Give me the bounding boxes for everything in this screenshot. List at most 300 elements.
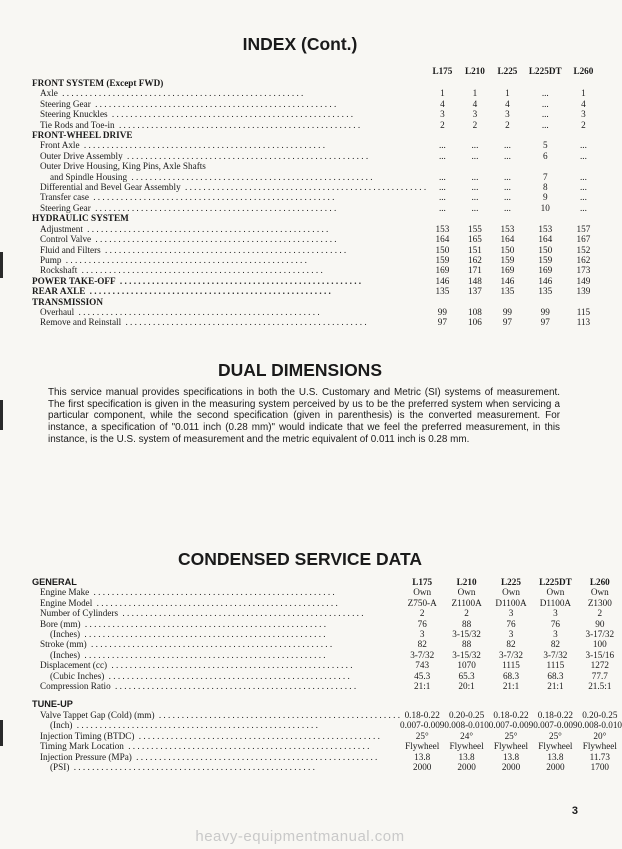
page-ref: ... xyxy=(579,171,587,182)
page-ref: 148 xyxy=(468,275,482,286)
index-row xyxy=(32,276,600,286)
row-label xyxy=(32,140,426,150)
empty-cell xyxy=(491,130,524,140)
index-row xyxy=(32,234,600,244)
page-ref: ... xyxy=(503,171,511,182)
spec-value: 0.008-0.010 xyxy=(577,720,622,731)
page-ref: 153 xyxy=(500,223,515,234)
empty-cell xyxy=(459,161,492,171)
page-ref: 4 xyxy=(472,98,478,109)
empty-cell xyxy=(491,78,524,88)
dot-leader: . . . . . . . . . . . . . . . . . . . . . . . . . . . . . . . . . . . . . . . . . . . . . . . . . . . . . xyxy=(81,140,326,151)
spec-value: 82 xyxy=(417,639,427,650)
dot-leader: . . . . . . . . . . . . . . . . . . . . . . . . . . . . . . . . . . . . . . . . . . . . . . . . . . . . . xyxy=(116,119,361,130)
spec-value: 76 xyxy=(506,618,516,629)
spec-value: 21:1 xyxy=(502,681,520,692)
page-ref: ... xyxy=(579,140,587,151)
page-ref: ... xyxy=(579,192,587,203)
service-data-row xyxy=(32,681,622,691)
empty-cell xyxy=(524,161,567,171)
page-ref: 159 xyxy=(500,254,515,265)
spec-value: Flywheel xyxy=(405,741,440,752)
spec-value: 68.3 xyxy=(502,670,520,681)
row-label-text: Compression Ratio xyxy=(40,681,111,692)
spec-value: 1070 xyxy=(457,660,476,671)
dot-leader: . . . . . . . . . . . . . . . . . . . . . . . . . . . . . . . . . . . . . . . . . . . . . . . . . . . . . xyxy=(156,709,400,720)
index-table xyxy=(32,64,600,328)
page-ref: ... xyxy=(541,119,549,130)
service-data-row xyxy=(32,741,622,751)
empty-cell xyxy=(459,130,492,140)
service-data-row xyxy=(32,650,622,660)
row-label xyxy=(32,741,400,751)
page-ref: 164 xyxy=(538,234,553,245)
service-data-row xyxy=(32,639,622,649)
spec-value: 0.18-0.22 xyxy=(493,709,529,720)
dot-leader: . . . . . . . . . . . . . . . . . . . . . . . . . . . . . . . . . . . . . . . . . . . . . . . . . . . . . xyxy=(82,618,327,629)
column-header: L260 xyxy=(573,65,594,76)
column-header: L175 xyxy=(412,577,433,587)
empty-cell xyxy=(459,297,492,307)
spec-value: 3 xyxy=(508,608,514,619)
spec-value: 24° xyxy=(460,730,474,741)
service-data-table xyxy=(32,577,622,772)
page-ref: ... xyxy=(503,150,511,161)
column-header: L225DT xyxy=(539,577,572,587)
page-ref: 162 xyxy=(576,254,591,265)
spec-value: 88 xyxy=(462,639,472,650)
page-ref: 146 xyxy=(435,275,450,286)
page-ref: ... xyxy=(471,202,479,213)
page-ref: ... xyxy=(541,88,549,99)
page-ref: 106 xyxy=(468,317,482,328)
dot-leader: . . . . . . . . . . . . . . . . . . . . . . . . . . . . . . . . . . . . . . . . . . . . . . . . . . . . . xyxy=(87,286,331,297)
index-row xyxy=(32,317,600,327)
row-label xyxy=(32,224,426,234)
index-row xyxy=(32,203,600,213)
spec-value: 0.007-0.009 xyxy=(488,720,534,731)
column-header: L210 xyxy=(456,577,477,587)
row-label xyxy=(32,203,426,213)
page-ref: 162 xyxy=(468,254,482,265)
column-header: L210 xyxy=(464,65,485,76)
spec-value: Flywheel xyxy=(538,741,573,752)
service-data-row xyxy=(32,587,622,597)
service-data-row xyxy=(32,710,622,720)
row-label-text: Adjustment xyxy=(40,223,83,234)
spec-value: Own xyxy=(546,587,565,598)
section-heading: FRONT-WHEEL DRIVE xyxy=(32,130,133,141)
spec-value: 2 xyxy=(464,608,469,619)
dot-leader: . . . . . . . . . . . . . . . . . . . . . . . . . . . . . . . . . . . . . . . . . . . . . . . . . . . . . xyxy=(90,192,335,203)
row-label-text: (PSI) xyxy=(50,761,70,772)
row-label-text: Outer Drive Assembly xyxy=(40,150,123,161)
row-label-text: Tie Rods and Toe-in xyxy=(40,119,115,130)
page-ref: 164 xyxy=(500,234,515,245)
page-ref: ... xyxy=(503,192,511,203)
page-ref: ... xyxy=(438,140,446,151)
page-ref: 99 xyxy=(437,306,447,317)
page-ref: 150 xyxy=(500,244,515,255)
column-header: L225 xyxy=(501,577,521,587)
page-ref: 99 xyxy=(540,306,550,317)
dual-dimensions-paragraph: This service manual provides specifications in both the U.S. Customary and Metric (SI) systems of measurement. The first specification is given in the measuring system perceived by us to be the preferred system when servicing a particular component, while the second specification (given in parenthesis) is the converted measurement. For instance, a specification of "0.011 inch (0.28 mm)" would indicate that we feel the preferred measurement, in this instance, is the U.S. system of measurement and the metric equivalent of 0.011 inch is 0.28 mm. xyxy=(48,387,560,445)
row-label xyxy=(32,762,400,772)
spec-value: 1700 xyxy=(590,761,609,772)
dot-leader: . . . . . . . . . . . . . . . . . . . . . . . . . . . . . . . . . . . . . . . . . . . . . . . . . . . . . xyxy=(91,587,335,598)
page-ref: 152 xyxy=(576,244,591,255)
binding-mark xyxy=(0,400,3,430)
page-ref: 153 xyxy=(538,223,553,234)
spec-value: 13.8 xyxy=(458,751,475,762)
row-label xyxy=(32,629,400,639)
service-data-row xyxy=(32,629,622,639)
page-ref: 10 xyxy=(540,202,550,213)
service-data-row xyxy=(32,619,622,629)
page-ref: ... xyxy=(579,150,587,161)
spec-value: 3-15/32 xyxy=(452,629,481,640)
row-label-text: Steering Gear xyxy=(40,98,91,109)
spec-value: 3-15/16 xyxy=(585,649,615,660)
index-title: INDEX (Cont.) xyxy=(242,34,358,54)
column-header: L175 xyxy=(432,65,453,76)
row-label xyxy=(32,671,400,681)
index-row xyxy=(32,140,600,150)
binding-mark xyxy=(0,252,3,278)
page-ref: 4 xyxy=(581,98,586,109)
column-header: L225DT xyxy=(528,65,562,76)
section-heading: HYDRAULIC SYSTEM xyxy=(32,213,129,224)
spec-value: 3-7/32 xyxy=(410,649,435,660)
empty-cell xyxy=(426,78,459,88)
spec-value: 0.007-0.009 xyxy=(399,720,445,731)
dot-leader: . . . . . . . . . . . . . . . . . . . . . . . . . . . . . . . . . . . . . . . . . . . . . . . . . . . . . xyxy=(182,182,427,193)
dot-leader: . . . . . . . . . . . . . . . . . . . . . . . . . . . . . . . . . . . . . . . . . . . . . . . . . . . . . xyxy=(63,254,307,265)
spec-value: 21:1 xyxy=(547,681,564,692)
index-row xyxy=(32,161,600,171)
page-ref: 135 xyxy=(538,286,553,297)
spec-value: 20° xyxy=(593,730,607,741)
row-label-text: (Inch) xyxy=(50,720,73,731)
page-ref: ... xyxy=(438,150,446,161)
row-label xyxy=(32,151,426,161)
spec-value: Flywheel xyxy=(493,741,529,752)
spec-value: 0.20-0.25 xyxy=(448,709,485,720)
empty-cell xyxy=(426,213,459,223)
row-label-text: Remove and Reinstall xyxy=(40,317,122,328)
row-label xyxy=(32,752,400,762)
dot-leader: . . . . . . . . . . . . . . . . . . . . . . . . . . . . . . . . . . . . . . . . . . . . . . . . . . . . . xyxy=(59,88,304,99)
spec-value: 0.18-0.22 xyxy=(404,709,440,720)
spec-value: 3-15/32 xyxy=(452,649,481,660)
dot-leader: . . . . . . . . . . . . . . . . . . . . . . . . . . . . . . . . . . . . . . . . . . . . . . . . . . . . . xyxy=(124,150,369,161)
dot-leader: . . . . . . . . . . . . . . . . . . . . . . . . . . . . . . . . . . . . . . . . . . . . . . . . . . . . . xyxy=(84,223,329,234)
row-label-text: Steering Knuckles xyxy=(40,109,108,120)
row-label xyxy=(32,172,426,182)
page-ref: ... xyxy=(541,98,549,109)
dot-leader: . . . . . . . . . . . . . . . . . . . . . . . . . . . . . . . . . . . . . . . . . . . . . . . . . . . . . xyxy=(94,597,338,608)
dot-leader: . . . . . . . . . . . . . . . . . . . . . . . . . . . . . . . . . . . . . . . . . . . . . . . . . . . . . xyxy=(133,751,378,762)
spec-value: Flywheel xyxy=(449,741,484,752)
spec-value: 2 xyxy=(419,608,425,619)
empty-cell xyxy=(567,213,600,223)
header-row xyxy=(32,577,622,587)
service-data-row xyxy=(32,731,622,741)
spec-value: Flywheel xyxy=(582,741,617,752)
spec-value: D1100A xyxy=(539,597,572,608)
index-row xyxy=(32,192,600,202)
page-ref: 2 xyxy=(440,119,445,130)
page-ref: 9 xyxy=(542,192,548,203)
spec-value: 77.7 xyxy=(591,670,608,681)
spec-value: 2000 xyxy=(457,761,476,772)
page-ref: 2 xyxy=(505,119,510,130)
row-label xyxy=(32,286,426,296)
row-label-text: Front Axle xyxy=(40,140,80,151)
dot-leader: . . . . . . . . . . . . . . . . . . . . . . . . . . . . . . . . . . . . . . . . . . . . . . . . . . . . . xyxy=(120,608,364,619)
page-ref: 97 xyxy=(437,317,447,328)
page-ref: 2 xyxy=(581,119,586,130)
spec-value: Own xyxy=(590,587,609,598)
empty-cell xyxy=(426,130,459,140)
spec-value: 3-17/32 xyxy=(585,629,615,640)
page-ref: 4 xyxy=(505,98,510,109)
spec-value: 45.3 xyxy=(414,670,431,681)
row-label-text: Valve Tappet Gap (Cold) (mm) xyxy=(40,709,155,720)
index-row xyxy=(32,182,600,192)
service-data-row xyxy=(32,762,622,772)
empty-cell xyxy=(567,297,600,307)
row-label xyxy=(32,587,400,597)
spec-value: 3 xyxy=(508,629,514,640)
empty-cell xyxy=(491,213,524,223)
row-label xyxy=(32,639,400,649)
section-heading-row xyxy=(32,213,600,223)
spec-value: 65.3 xyxy=(458,670,475,681)
spec-value: 82 xyxy=(550,639,560,650)
page-ref: 150 xyxy=(435,244,450,255)
dot-leader: . . . . . . . . . . . . . . . . . . . . . . . . . . . . . . . . . . . . . . . . . . . . . . . . . . . . . xyxy=(92,202,337,213)
page-ref: 146 xyxy=(538,275,553,286)
spec-value: 3 xyxy=(419,629,425,640)
page-ref: 5 xyxy=(542,140,548,151)
row-label-text: Axle xyxy=(40,88,58,99)
spec-value: Z1100A xyxy=(451,597,482,608)
page-ref: ... xyxy=(541,109,549,120)
watermark: heavy-equipmentmanual.com xyxy=(195,828,405,845)
spec-value: 743 xyxy=(415,660,430,671)
empty-cell xyxy=(426,297,459,307)
page-ref: 173 xyxy=(576,265,591,276)
row-label-text: (Inches) xyxy=(50,629,81,640)
spec-value: 0.18-0.22 xyxy=(537,709,574,720)
page-ref: ... xyxy=(579,182,587,193)
empty-cell xyxy=(567,130,600,140)
page-ref: 137 xyxy=(468,286,482,297)
dot-leader: . . . . . . . . . . . . . . . . . . . . . . . . . . . . . . . . . . . . . . . . . . . . . . . . . . . . . xyxy=(125,741,370,752)
page-ref: 169 xyxy=(435,265,450,276)
column-header: L260 xyxy=(589,577,610,587)
page-ref: 159 xyxy=(435,254,450,265)
service-data-row xyxy=(32,598,622,608)
page-ref: 3 xyxy=(581,109,586,120)
spec-value: Own xyxy=(502,587,520,598)
row-label xyxy=(32,660,400,670)
index-row xyxy=(32,151,600,161)
page-ref: 171 xyxy=(468,265,482,276)
row-label-text: POWER TAKE-OFF xyxy=(32,275,116,286)
page-ref: ... xyxy=(471,140,479,151)
page-ref: ... xyxy=(503,182,511,193)
page-ref: 159 xyxy=(538,254,553,265)
row-label-text: and Spindle Housing xyxy=(50,171,128,182)
page-ref: 150 xyxy=(538,244,553,255)
row-label-text: Differential and Bevel Gear Assembly xyxy=(40,182,181,193)
spec-value: 25° xyxy=(415,730,429,741)
row-label-text: Rockshaft xyxy=(40,265,78,276)
row-label xyxy=(32,109,426,119)
row-label xyxy=(32,234,426,244)
row-label-text: Overhaul xyxy=(40,306,75,317)
page-ref: 165 xyxy=(468,234,482,245)
page-number: 3 xyxy=(571,805,578,817)
empty-cell xyxy=(491,297,524,307)
spec-value: 1115 xyxy=(502,660,520,671)
spec-value: 1272 xyxy=(590,660,609,671)
spec-value: 25° xyxy=(548,730,562,741)
row-label xyxy=(32,265,426,275)
section-heading-row xyxy=(32,130,600,140)
dot-leader: . . . . . . . . . . . . . . . . . . . . . . . . . . . . . . . . . . . . . . . . . . . . . . . . . . . . . xyxy=(102,244,347,255)
spec-value: 2000 xyxy=(413,761,432,772)
dot-leader: . . . . . . . . . . . . . . . . . . . . . . . . . . . . . . . . . . . . . . . . . . . . . . . . . . . . . xyxy=(109,109,354,120)
empty-cell xyxy=(491,161,524,171)
row-label xyxy=(32,88,426,98)
row-label xyxy=(32,317,426,327)
row-label xyxy=(32,276,426,286)
column-header: L225 xyxy=(497,65,518,76)
page-ref: 157 xyxy=(576,223,591,234)
index-row xyxy=(32,307,600,317)
row-label-text: Steering Gear xyxy=(40,202,91,213)
binding-mark xyxy=(0,720,3,746)
index-row xyxy=(32,120,600,130)
spec-value: Own xyxy=(457,587,476,598)
page-ref: 3 xyxy=(505,109,510,120)
row-label-text: Engine Model xyxy=(40,597,93,608)
section-heading-row xyxy=(32,78,600,88)
page-ref: 155 xyxy=(468,223,482,234)
row-label xyxy=(32,255,426,265)
empty-cell xyxy=(567,78,600,88)
row-label-text: (Cubic Inches) xyxy=(50,670,105,681)
row-label-text: Displacement (cc) xyxy=(40,660,108,671)
page-ref: ... xyxy=(438,202,446,213)
section-heading: TUNE-UP xyxy=(32,699,73,710)
spec-value: 13.8 xyxy=(547,751,564,762)
empty-cell xyxy=(459,78,492,88)
row-label-text: Bore (mm) xyxy=(40,618,81,629)
page-ref: ... xyxy=(471,171,479,182)
spec-value: 11.73 xyxy=(589,751,610,762)
row-label-text: Pump xyxy=(40,254,62,265)
service-data-row xyxy=(32,752,622,762)
spec-value: 2000 xyxy=(546,761,565,772)
spec-value: 25° xyxy=(504,730,518,741)
section-heading: TRANSMISSION xyxy=(32,296,103,307)
row-label-text: Engine Make xyxy=(40,587,90,598)
index-row xyxy=(32,172,600,182)
page-ref: 149 xyxy=(576,275,591,286)
spec-value: 2 xyxy=(597,608,603,619)
row-label xyxy=(32,245,426,255)
empty-cell xyxy=(567,161,600,171)
row-label xyxy=(32,619,400,629)
row-label-text: Transfer case xyxy=(40,192,89,203)
dot-leader: . . . . . . . . . . . . . . . . . . . . . . . . . . . . . . . . . . . . . . . . . . . . . . . . . . . . . xyxy=(136,730,380,741)
section-heading xyxy=(32,64,426,78)
row-label: Outer Drive Housing, King Pins, Axle Shafts xyxy=(40,161,206,172)
row-label xyxy=(32,681,400,691)
row-label xyxy=(32,608,400,618)
row-label xyxy=(32,120,426,130)
page-ref: 115 xyxy=(576,306,591,317)
page-ref: ... xyxy=(438,182,446,193)
page-ref: ... xyxy=(579,202,587,213)
page-ref: 8 xyxy=(542,182,548,193)
page-ref: 164 xyxy=(435,234,450,245)
index-row xyxy=(32,286,600,296)
row-label xyxy=(32,720,400,730)
empty-cell xyxy=(426,161,459,171)
row-label xyxy=(32,650,400,660)
service-data-row xyxy=(32,660,622,670)
spec-value: 3 xyxy=(553,629,558,640)
dot-leader: . . . . . . . . . . . . . . . . . . . . . . . . . . . . . . . . . . . . . . . . . . . . . . . . . . . . . xyxy=(79,265,323,276)
page-ref: ... xyxy=(471,192,479,203)
dot-leader: . . . . . . . . . . . . . . . . . . . . . . . . . . . . . . . . . . . . . . . . . . . . . . . . . . . . . xyxy=(76,306,320,317)
row-label xyxy=(32,307,426,317)
spec-value: 0.20-0.25 xyxy=(582,709,618,720)
row-label-text: Injection Pressure (MPa) xyxy=(40,751,132,762)
row-label xyxy=(32,182,426,192)
page-ref: 167 xyxy=(576,234,591,245)
index-row xyxy=(32,88,600,98)
row-label-text: Stroke (mm) xyxy=(40,639,87,650)
spacer-row xyxy=(32,691,622,699)
spec-value: 13.8 xyxy=(414,751,431,762)
spec-value: 21:1 xyxy=(414,681,431,692)
index-row xyxy=(32,99,600,109)
section-heading: FRONT SYSTEM (Except FWD) xyxy=(32,78,164,88)
row-label-text: Fluid and Filters xyxy=(40,244,101,255)
spec-value: D1100A xyxy=(495,597,527,608)
page-ref: 139 xyxy=(576,286,591,297)
page-ref: ... xyxy=(438,171,446,182)
page-ref: 2 xyxy=(472,119,478,130)
row-label-text: REAR AXLE xyxy=(32,286,86,297)
page-ref: 1 xyxy=(505,88,510,99)
page-ref: 97 xyxy=(540,317,550,328)
page-ref: ... xyxy=(503,140,511,151)
page-ref: ... xyxy=(503,202,511,213)
page-ref: ... xyxy=(438,192,446,203)
row-label-text: (Inches) xyxy=(50,649,81,660)
spec-value: 88 xyxy=(462,618,472,629)
spec-value: 13.8 xyxy=(502,751,520,762)
section-heading-row xyxy=(32,297,600,307)
dot-leader: . . . . . . . . . . . . . . . . . . . . . . . . . . . . . . . . . . . . . . . . . . . . . . . . . . . . . xyxy=(117,275,362,286)
